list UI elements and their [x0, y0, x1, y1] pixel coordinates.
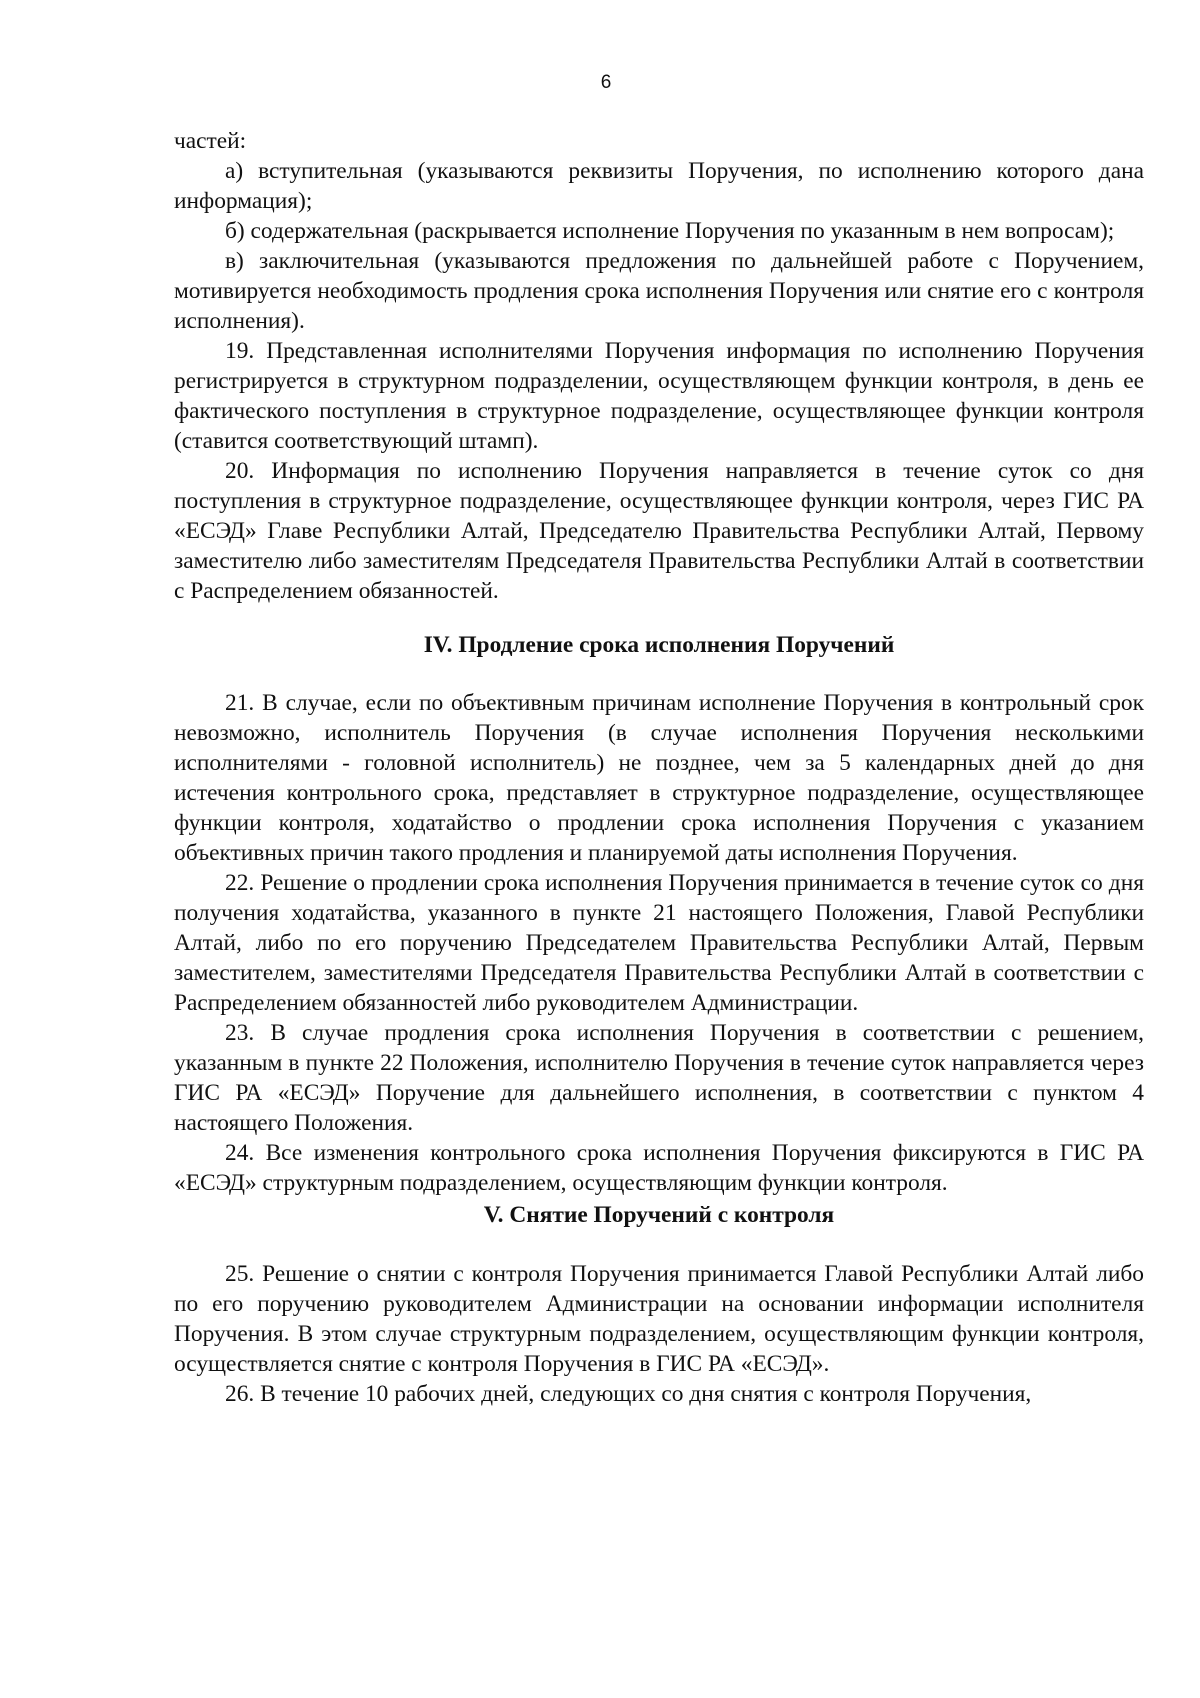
paragraph-26: 26. В течение 10 рабочих дней, следующих со дня снятия с контроля Поручения,	[225, 1381, 1032, 1407]
paragraph-21: 21. В случае, если по объективным причинам исполнение Поручения в контрольный срок невозможно, исполнитель Поручения (в случае исполнения Поручения несколькими исполнителями - головной исполнитель) не позднее, чем за 5 календарных дней до дня истечения контрольного срока, представляет в структурное подразделение, осуществляющее функции контроля, ходатайство о продлении срока исполнения Поручения с указанием объективных причин такого продления и планируемой даты исполнения Поручения.	[174, 690, 1144, 866]
paragraph-25: 25. Решение о снятии с контроля Поручения принимается Главой Республики Алтай либо по его поручению руководителем Администрации на основании информации исполнителя Поручения. В этом случае структурным подразделением, осуществляющим функции контроля, осуществляется снятие с контроля Поручения в ГИС РА «ЕСЭД».	[174, 1261, 1144, 1377]
paragraph-24: 24. Все изменения контрольного срока исполнения Поручения фиксируются в ГИС РА «ЕСЭД» структурным подразделением, осуществляющим функции контроля.	[174, 1140, 1144, 1196]
paragraph-22: 22. Решение о продлении срока исполнения Поручения принимается в течение суток со дня получения ходатайства, указанного в пункте 21 настоящего Положения, Главой Республики Алтай, либо по его поручению Председателем Правительства Республики Алтай, Первым заместителем, заместителями Председателя Правительства Республики Алтай в соответствии с Распределением обязанностей либо руководителем Администрации.	[174, 870, 1144, 1016]
paragraph-19: 19. Представленная исполнителями Поручения информация по исполнению Поручения регистрируется в структурном подразделении, осуществляющем функции контроля, в день ее фактического поступления в структурное подразделение, осуществляющее функции контроля (ставится соответствующий штамп).	[174, 338, 1144, 454]
paragraph-item-a: а) вступительная (указываются реквизиты Поручения, по исполнению которого дана информация);	[174, 158, 1144, 214]
document-body	[174, 126, 1144, 1409]
section-5-heading: V. Снятие Поручений с контроля	[483, 1202, 835, 1228]
paragraph-continuation: частей:	[174, 128, 247, 154]
paragraph-item-v: в) заключительная (указываются предложения по дальнейшей работе с Поручением, мотивируется необходимость продления срока исполнения Поручения или снятие его с контроля исполнения).	[174, 248, 1144, 334]
paragraph-item-b: б) содержательная (раскрывается исполнение Поручения по указанным в нем вопросам);	[225, 218, 1115, 244]
paragraph-20: 20. Информация по исполнению Поручения направляется в течение суток со дня поступления в структурное подразделение, осуществляющее функции контроля, через ГИС РА «ЕСЭД» Главе Республики Алтай, Председателю Правительства Республики Алтай, Первому заместителю либо заместителям Председателя Правительства Республики Алтай в соответствии с Распределением обязанностей.	[174, 458, 1144, 604]
page-number: 6	[600, 72, 612, 93]
section-4-heading: IV. Продление срока исполнения Поручений	[423, 632, 895, 658]
paragraph-23: 23. В случае продления срока исполнения Поручения в соответствии с решением, указанным в пункте 22 Положения, исполнителю Поручения в течение суток направляется через ГИС РА «ЕСЭД» Поручение для дальнейшего исполнения, в соответствии с пунктом 4 настоящего Положения.	[174, 1020, 1144, 1136]
